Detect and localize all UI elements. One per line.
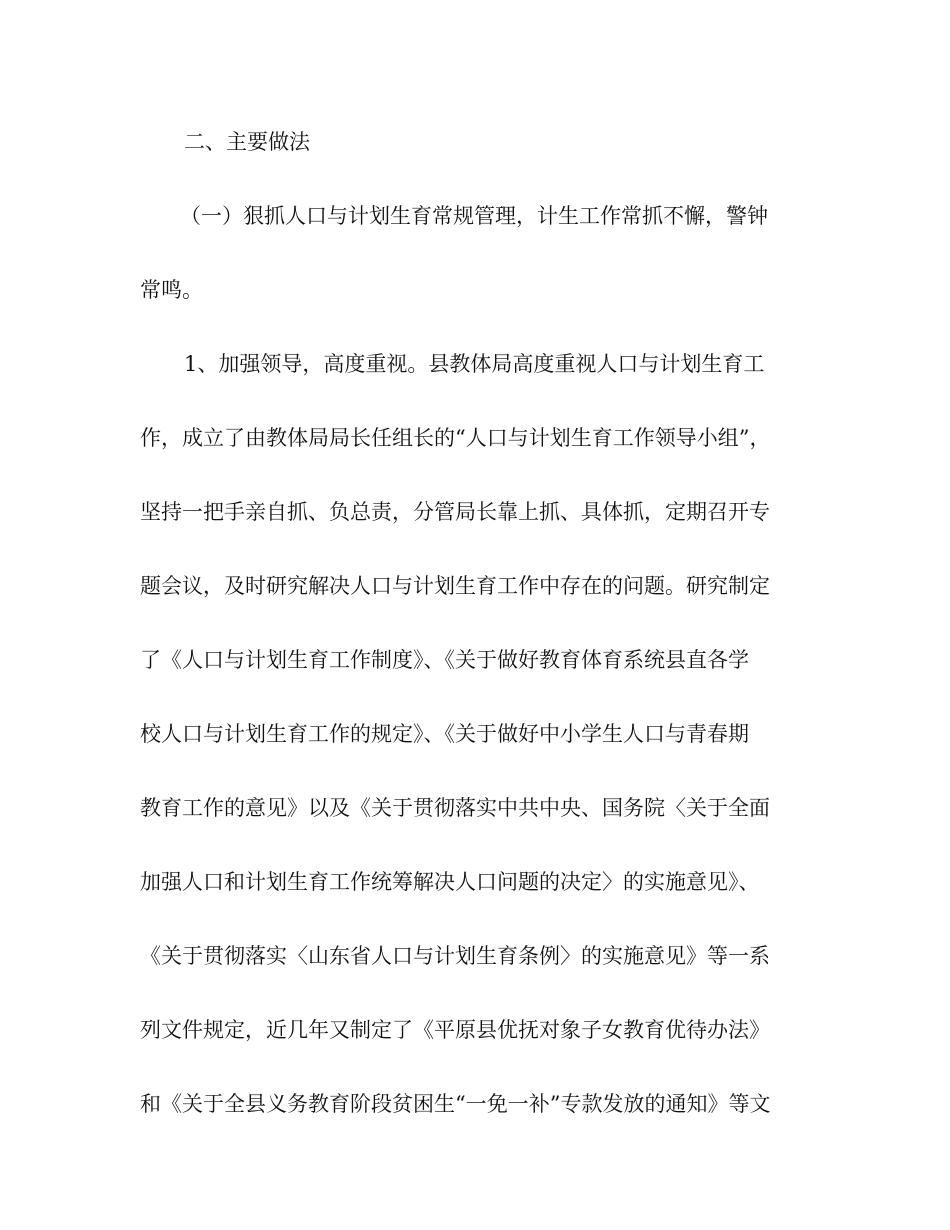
paragraph-line: 坚持一把手亲自抓、负总责，分管局长靠上抓、具体抓，定期召开专 <box>140 500 770 524</box>
paragraph-line: 《关于贯彻落实〈山东省人口与计划生育条例〉的实施意见》等一系 <box>140 944 770 968</box>
paragraph-line: 题会议，及时研究解决人口与计划生育工作中存在的问题。研究制定 <box>140 574 770 598</box>
paragraph-line: 和《关于全县义务教育阶段贫困生“一免一补”专款发放的通知》等文 <box>140 1092 771 1116</box>
section-heading: 二、主要做法 <box>184 130 310 154</box>
subsection-heading-line-1: （一）狠抓人口与计划生育常规管理，计生工作常抓不懈，警钟 <box>180 204 768 228</box>
paragraph-line: 列文件规定，近几年又制定了《平原县优抚对象子女教育优待办法》 <box>140 1018 770 1042</box>
paragraph-line: 1、加强领导，高度重视。县教体局高度重视人口与计划生育工 <box>184 352 765 376</box>
paragraph-line: 教育工作的意见》以及《关于贯彻落实中共中央、国务院〈关于全面 <box>140 796 770 820</box>
paragraph-line: 加强人口和计划生育工作统筹解决人口问题的决定〉的实施意见》、 <box>140 870 760 894</box>
document-body <box>140 0 800 1230</box>
paragraph-line: 了《人口与计划生育工作制度》、《关于做好教育体育系统县直各学 <box>140 648 749 672</box>
paragraph-line: 作，成立了由教体局局长任组长的“人口与计划生育工作领导小组”， <box>140 426 771 450</box>
paragraph-line: 校人口与计划生育工作的规定》、《关于做好中小学生人口与青春期 <box>140 722 749 746</box>
subsection-heading-line-2: 常鸣。 <box>140 278 203 302</box>
